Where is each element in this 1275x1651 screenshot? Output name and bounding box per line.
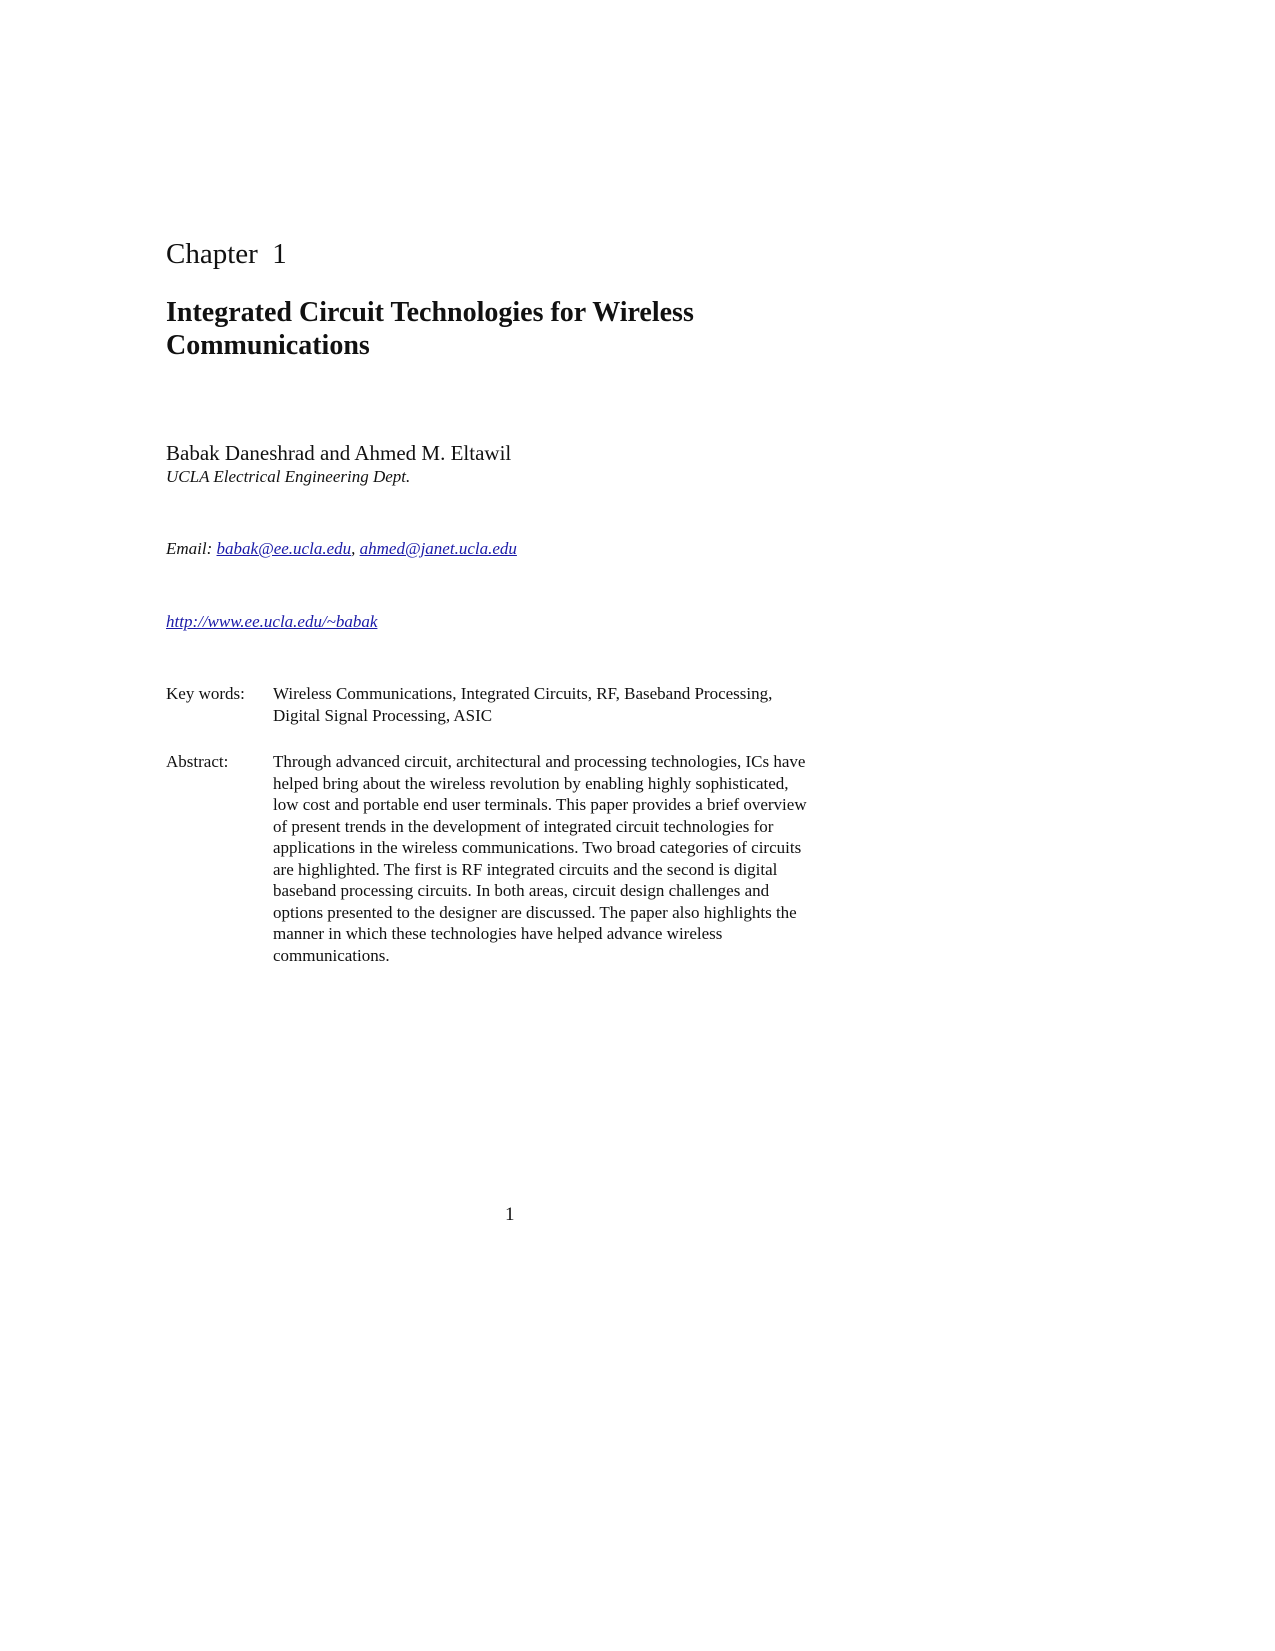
email-link-babak[interactable]: babak@ee.ucla.edu [216,539,352,558]
paper-title [166,296,806,362]
abstract-label: Abstract: [166,752,229,771]
chapter-heading: Chapter 1 [166,238,287,270]
paper-title-line: Integrated Circuit Technologies for Wireless [166,297,694,328]
email-line [166,538,517,560]
keywords-text [273,683,843,726]
authors: Babak Daneshrad and Ahmed M. Eltawil [166,441,512,465]
abstract-line: of present trends in the development of integrated circuit technologies for [273,816,774,836]
affiliation: UCLA Electrical Engineering Dept. [166,467,411,486]
abstract-line: helped bring about the wireless revolution by enabling highly sophisticated, [273,773,789,793]
homepage-line [166,611,377,633]
keywords-line: Digital Signal Processing, ASIC [273,705,493,725]
email-link-ahmed[interactable]: ahmed@janet.ucla.edu [359,539,517,558]
abstract-line: manner in which these technologies have helped advance wireless [273,924,723,943]
email-separator: , [351,539,360,558]
abstract-line: baseband processing circuits. In both areas, circuit design challenges and [273,881,770,900]
abstract-text [273,751,843,966]
homepage-link[interactable]: http://www.ee.ucla.edu/~babak [166,612,378,631]
abstract-line: options presented to the designer are discussed. The paper also highlights the [273,902,797,922]
page-number: 1 [505,1204,515,1225]
abstract-line: are highlighted. The first is RF integrated circuits and the second is digital [273,859,778,879]
keywords-label: Key words: [166,684,245,703]
paper-title-line: Communications [166,330,370,361]
abstract-line: low cost and portable end user terminals. This paper provides a brief overview [273,795,807,814]
abstract-line: Through advanced circuit, architectural and processing technologies, ICs have [273,752,806,771]
abstract-line: communications. [273,945,390,965]
abstract-line: applications in the wireless communications. Two broad categories of circuits [273,838,802,857]
email-label: Email: [166,539,217,558]
keywords-line: Wireless Communications, Integrated Circuits, RF, Baseband Processing, [273,684,773,703]
